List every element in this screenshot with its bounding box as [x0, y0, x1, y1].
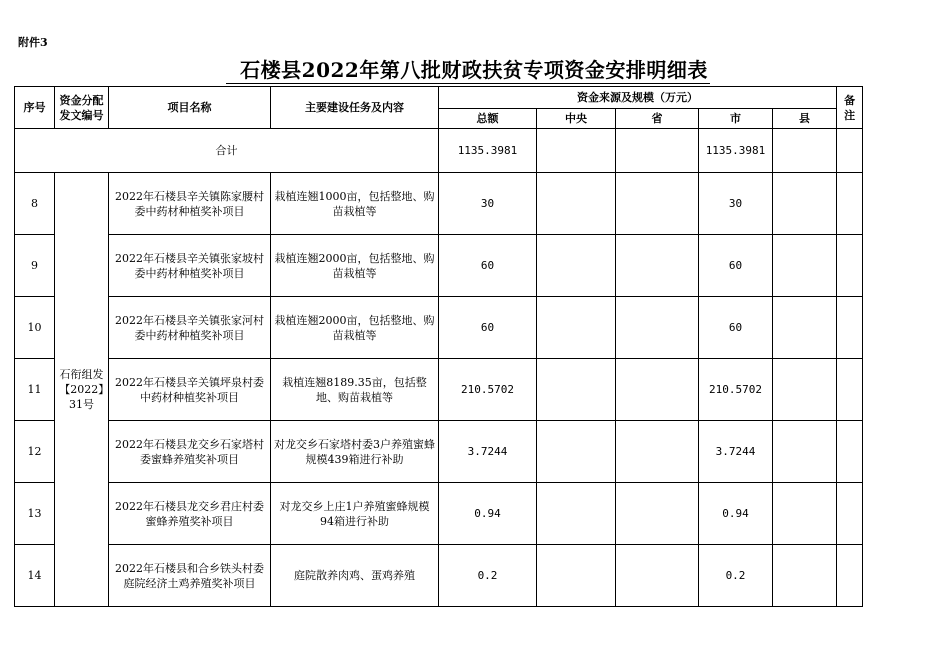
city-cell: 60 [699, 297, 773, 359]
title-text: 石楼县2022年第八批财政扶贫专项资金安排明细表 [226, 58, 710, 84]
page-title [0, 54, 936, 83]
header-doc-no: 资金分配发文编号 [55, 87, 109, 129]
city-cell: 0.2 [699, 545, 773, 607]
summary-row [15, 129, 863, 173]
county-cell [773, 483, 837, 545]
province-cell [616, 359, 699, 421]
table-row [15, 483, 863, 545]
summary-city: 1135.3981 [699, 129, 773, 173]
summary-county [773, 129, 837, 173]
city-cell: 210.5702 [699, 359, 773, 421]
table-row [15, 545, 863, 607]
row-index: 12 [15, 421, 55, 483]
project-name: 2022年石楼县和合乡铁头村委庭院经济土鸡养殖奖补项目 [109, 545, 271, 607]
table-row [15, 173, 863, 235]
central-cell [537, 235, 616, 297]
central-cell [537, 483, 616, 545]
task-desc: 庭院散养肉鸡、蛋鸡养殖 [271, 545, 439, 607]
summary-central [537, 129, 616, 173]
total-cell: 210.5702 [439, 359, 537, 421]
task-desc: 对龙交乡上庄1户养殖蜜蜂规模94箱进行补助 [271, 483, 439, 545]
header-county: 县 [773, 109, 837, 129]
header-city: 市 [699, 109, 773, 129]
remark-cell [837, 173, 863, 235]
province-cell [616, 173, 699, 235]
total-cell: 30 [439, 173, 537, 235]
header-funding-group: 资金来源及规模（万元） [439, 87, 837, 109]
row-index: 10 [15, 297, 55, 359]
city-cell: 0.94 [699, 483, 773, 545]
task-desc: 对龙交乡石家塔村委3户养殖蜜蜂规模439箱进行补助 [271, 421, 439, 483]
task-desc: 栽植连翘2000亩，包括整地、购苗栽植等 [271, 297, 439, 359]
central-cell [537, 173, 616, 235]
project-name: 2022年石楼县龙交乡君庄村委蜜蜂养殖奖补项目 [109, 483, 271, 545]
central-cell [537, 297, 616, 359]
county-cell [773, 421, 837, 483]
task-desc: 栽植连翘1000亩，包括整地、购苗栽植等 [271, 173, 439, 235]
row-index: 9 [15, 235, 55, 297]
project-name: 2022年石楼县辛关镇张家河村委中药材种植奖补项目 [109, 297, 271, 359]
total-cell: 3.7244 [439, 421, 537, 483]
city-cell: 30 [699, 173, 773, 235]
header-project-name: 项目名称 [109, 87, 271, 129]
province-cell [616, 545, 699, 607]
city-cell: 3.7244 [699, 421, 773, 483]
province-cell [616, 235, 699, 297]
row-index: 11 [15, 359, 55, 421]
remark-cell [837, 235, 863, 297]
province-cell [616, 297, 699, 359]
table-row [15, 359, 863, 421]
row-index: 8 [15, 173, 55, 235]
total-cell: 60 [439, 235, 537, 297]
header-central: 中央 [537, 109, 616, 129]
total-cell: 0.2 [439, 545, 537, 607]
remark-cell [837, 359, 863, 421]
row-index: 13 [15, 483, 55, 545]
province-cell [616, 483, 699, 545]
total-cell: 0.94 [439, 483, 537, 545]
task-desc: 栽植连翘2000亩，包括整地、购苗栽植等 [271, 235, 439, 297]
table-row [15, 235, 863, 297]
task-desc: 栽植连翘8189.35亩，包括整地、购苗栽植等 [271, 359, 439, 421]
province-cell [616, 421, 699, 483]
summary-total: 1135.3981 [439, 129, 537, 173]
summary-label: 合计 [15, 129, 439, 173]
summary-remark [837, 129, 863, 173]
table-row [15, 297, 863, 359]
project-name: 2022年石楼县龙交乡石家塔村委蜜蜂养殖奖补项目 [109, 421, 271, 483]
remark-cell [837, 545, 863, 607]
header-total: 总额 [439, 109, 537, 129]
remark-cell [837, 297, 863, 359]
project-name: 2022年石楼县辛关镇陈家腰村委中药材种植奖补项目 [109, 173, 271, 235]
doc-no-cell: 石衔组发【2022】31号 [55, 173, 109, 607]
remark-cell [837, 421, 863, 483]
county-cell [773, 173, 837, 235]
county-cell [773, 235, 837, 297]
county-cell [773, 545, 837, 607]
central-cell [537, 421, 616, 483]
header-task: 主要建设任务及内容 [271, 87, 439, 129]
central-cell [537, 545, 616, 607]
attachment-label: 附件3 [18, 36, 48, 49]
county-cell [773, 359, 837, 421]
header-remark: 备注 [837, 87, 863, 129]
remark-cell [837, 483, 863, 545]
city-cell: 60 [699, 235, 773, 297]
total-cell: 60 [439, 297, 537, 359]
county-cell [773, 297, 837, 359]
row-index: 14 [15, 545, 55, 607]
summary-province [616, 129, 699, 173]
allocation-table [14, 86, 863, 607]
header-index: 序号 [15, 87, 55, 129]
table-row [15, 421, 863, 483]
project-name: 2022年石楼县辛关镇张家坡村委中药材种植奖补项目 [109, 235, 271, 297]
project-name: 2022年石楼县辛关镇坪泉村委中药材种植奖补项目 [109, 359, 271, 421]
header-province: 省 [616, 109, 699, 129]
central-cell [537, 359, 616, 421]
